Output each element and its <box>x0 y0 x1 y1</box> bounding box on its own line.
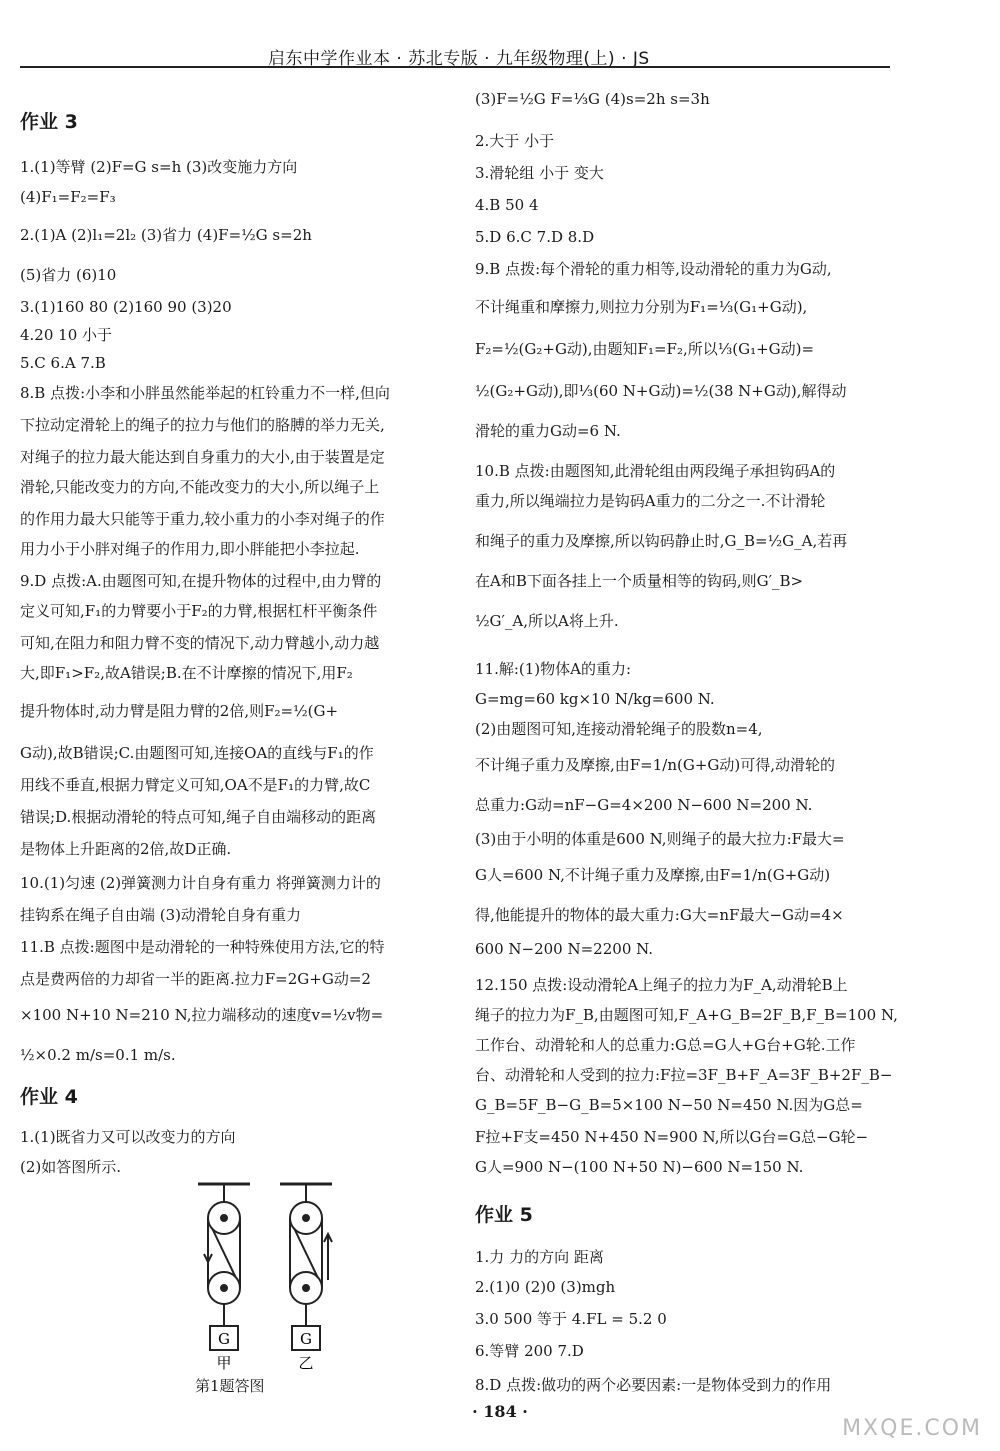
answer-line: (4)F₁=F₂=F₃ <box>20 188 116 206</box>
answer-line: F₂=½(G₂+G动),由题知F₁=F₂,所以⅓(G₁+G动)= <box>475 340 815 358</box>
answer-line: 9.D 点拨:A.由题图可知,在提升物体的过程中,由力臂的 <box>20 572 382 590</box>
pulley-diagram <box>180 1180 360 1370</box>
answer-line: 2.(1)0 (2)0 (3)mgh <box>475 1278 616 1296</box>
answer-line: (3)由于小明的体重是600 N,则绳子的最大拉力:F最大= <box>475 830 845 848</box>
answer-line: 提升物体时,动力臂是阻力臂的2倍,则F₂=½(G+ <box>20 702 339 720</box>
answer-line: (3)F=½G F=⅓G (4)s=2h s=3h <box>475 90 710 108</box>
answer-line: 3.(1)160 80 (2)160 90 (3)20 <box>20 298 232 316</box>
page-header <box>0 0 1000 70</box>
answer-line: 11.B 点拨:题图中是动滑轮的一种特殊使用方法,它的特 <box>20 938 385 956</box>
header-rule <box>20 66 890 68</box>
answer-line: ½×0.2 m/s=0.1 m/s. <box>20 1046 176 1064</box>
answer-line: 1.(1)等臂 (2)F=G s=h (3)改变施力方向 <box>20 158 298 176</box>
answer-line: 滑轮的重力G动=6 N. <box>475 422 621 440</box>
answer-line: 挂钩系在绳子自由端 (3)动滑轮自身有重力 <box>20 906 302 924</box>
answer-line: 是物体上升距离的2倍,故D正确. <box>20 840 232 858</box>
answer-line: 下拉动定滑轮上的绳子的拉力与他们的胳膊的举力无关, <box>20 416 385 434</box>
answer-line: 12.150 点拨:设动滑轮A上绳子的拉力为F_A,动滑轮B上 <box>475 976 848 994</box>
answer-line: 不计绳重和摩擦力,则拉力分别为F₁=⅓(G₁+G动), <box>475 298 808 316</box>
answer-line: 对绳子的拉力最大能达到自身重力的大小,由于装置是定 <box>20 448 385 466</box>
answer-line: 定义可知,F₁的力臂要小于F₂的力臂,根据杠杆平衡条件 <box>20 602 378 620</box>
answer-line: 3.滑轮组 小于 变大 <box>475 164 604 182</box>
answer-line: ½G′_A,所以A将上升. <box>475 612 619 630</box>
answer-line: 大,即F₁>F₂,故A错误;B.在不计摩擦的情况下,用F₂ <box>20 664 353 682</box>
answer-line: (2)如答图所示. <box>20 1158 122 1176</box>
answer-line: 用力小于小胖对绳子的作用力,即小胖能把小李拉起. <box>20 540 360 558</box>
answer-line: F拉+F支=450 N+450 N=900 N,所以G台=G总−G轮− <box>475 1128 869 1146</box>
answer-line: 6.等臂 200 7.D <box>475 1342 584 1360</box>
answer-line: 10.(1)匀速 (2)弹簧测力计自身有重力 将弹簧测力计的 <box>20 874 381 892</box>
answer-line: 1.力 力的方向 距离 <box>475 1248 604 1266</box>
answer-line: 在A和B下面各挂上一个质量相等的钩码,则G′_B> <box>475 572 804 590</box>
answer-line: 600 N−200 N=2200 N. <box>475 940 654 958</box>
answer-line: (5)省力 (6)10 <box>20 266 117 284</box>
answer-line: G人=900 N−(100 N+50 N)−600 N=150 N. <box>475 1158 804 1176</box>
answer-line: 滑轮,只能改变力的方向,不能改变力的大小,所以绳子上 <box>20 478 380 496</box>
answer-line: 重力,所以绳端拉力是钩码A重力的二分之一.不计滑轮 <box>475 492 826 510</box>
answer-line: G_B=5F_B−G_B=5×100 N−50 N=450 N.因为G总= <box>475 1096 863 1114</box>
section-heading: 作业 5 <box>475 1204 533 1226</box>
answer-line: 5.C 6.A 7.B <box>20 354 106 372</box>
answer-line: 和绳子的重力及摩擦,所以钩码静止时,G_B=½G_A,若再 <box>475 532 848 550</box>
answer-line: G=mg=60 kg×10 N/kg=600 N. <box>475 690 715 708</box>
section-heading: 作业 3 <box>20 111 78 133</box>
answer-line: 台、动滑轮和人受到的拉力:F拉=3F_B+F_A=3F_B+2F_B− <box>475 1066 893 1084</box>
answer-line: 1.(1)既省力又可以改变力的方向 <box>20 1128 236 1146</box>
answer-line: 3.0 500 等于 4.FL = 5.2 0 <box>475 1310 667 1328</box>
answer-line: (2)由题图可知,连接动滑轮绳子的股数n=4, <box>475 720 763 738</box>
section-heading: 作业 4 <box>20 1086 78 1108</box>
answer-line: G动),故B错误;C.由题图可知,连接OA的直线与F₁的作 <box>20 744 374 762</box>
answer-line: 用线不垂直,根据力臂定义可知,OA不是F₁的力臂,故C <box>20 776 371 794</box>
answer-line: ½(G₂+G动),即⅓(60 N+G动)=½(38 N+G动),解得动 <box>475 382 847 400</box>
weight-label-b: G <box>300 1330 312 1348</box>
answer-line: 9.B 点拨:每个滑轮的重力相等,设动滑轮的重力为G动, <box>475 260 832 278</box>
answer-line: 2.(1)A (2)l₁=2l₂ (3)省力 (4)F=½G s=2h <box>20 226 312 244</box>
answer-line: 绳子的拉力为F_B,由题图可知,F_A+G_B=2F_B,F_B=100 N, <box>475 1006 898 1024</box>
answer-line: G人=600 N,不计绳子重力及摩擦,由F=1/n(G+G动) <box>475 866 831 884</box>
answer-line: 5.D 6.C 7.D 8.D <box>475 228 595 246</box>
answer-line: 11.解:(1)物体A的重力: <box>475 660 632 678</box>
figure-caption: 第1题答图 <box>195 1377 265 1395</box>
watermark: MXQE.COM <box>842 1416 982 1441</box>
answer-line: 4.B 50 4 <box>475 196 539 214</box>
answer-line: 得,他能提升的物体的最大重力:G大=nF最大−G动=4× <box>475 906 844 924</box>
answer-line: 点是费两倍的力却省一半的距离.拉力F=2G+G动=2 <box>20 970 371 988</box>
answer-line: 可知,在阻力和阻力臂不变的情况下,动力臂越小,动力越 <box>20 634 380 652</box>
answer-line: 工作台、动滑轮和人的总重力:G总=G人+G台+G轮.工作 <box>475 1036 856 1054</box>
page-number: · 184 · <box>472 1402 528 1421</box>
figure-label-a: 甲 <box>216 1354 232 1370</box>
answer-line: 4.20 10 小于 <box>20 326 113 344</box>
answer-line: 错误;D.根据动滑轮的特点可知,绳子自由端移动的距离 <box>20 808 377 826</box>
answer-line: 2.大于 小于 <box>475 132 555 150</box>
answer-line: 8.D 点拨:做功的两个必要因素:一是物体受到力的作用 <box>475 1376 832 1394</box>
answer-line: 的作用力最大只能等于重力,较小重力的小李对绳子的作 <box>20 510 385 528</box>
figure-label-b: 乙 <box>298 1354 314 1370</box>
answer-line: 8.B 点拨:小李和小胖虽然能举起的杠铃重力不一样,但向 <box>20 384 390 402</box>
header-title: 启东中学作业本 · 苏北专版 · 九年级物理(上) · JS <box>268 49 650 69</box>
answer-line: 不计绳子重力及摩擦,由F=1/n(G+G动)可得,动滑轮的 <box>475 756 836 774</box>
answer-line: 10.B 点拨:由题图知,此滑轮组由两段绳子承担钩码A的 <box>475 462 836 480</box>
answer-line: 总重力:G动=nF−G=4×200 N−600 N=200 N. <box>475 796 813 814</box>
answer-line: ×100 N+10 N=210 N,拉力端移动的速度v=½v物= <box>20 1006 384 1024</box>
weight-label-a: G <box>218 1330 230 1348</box>
